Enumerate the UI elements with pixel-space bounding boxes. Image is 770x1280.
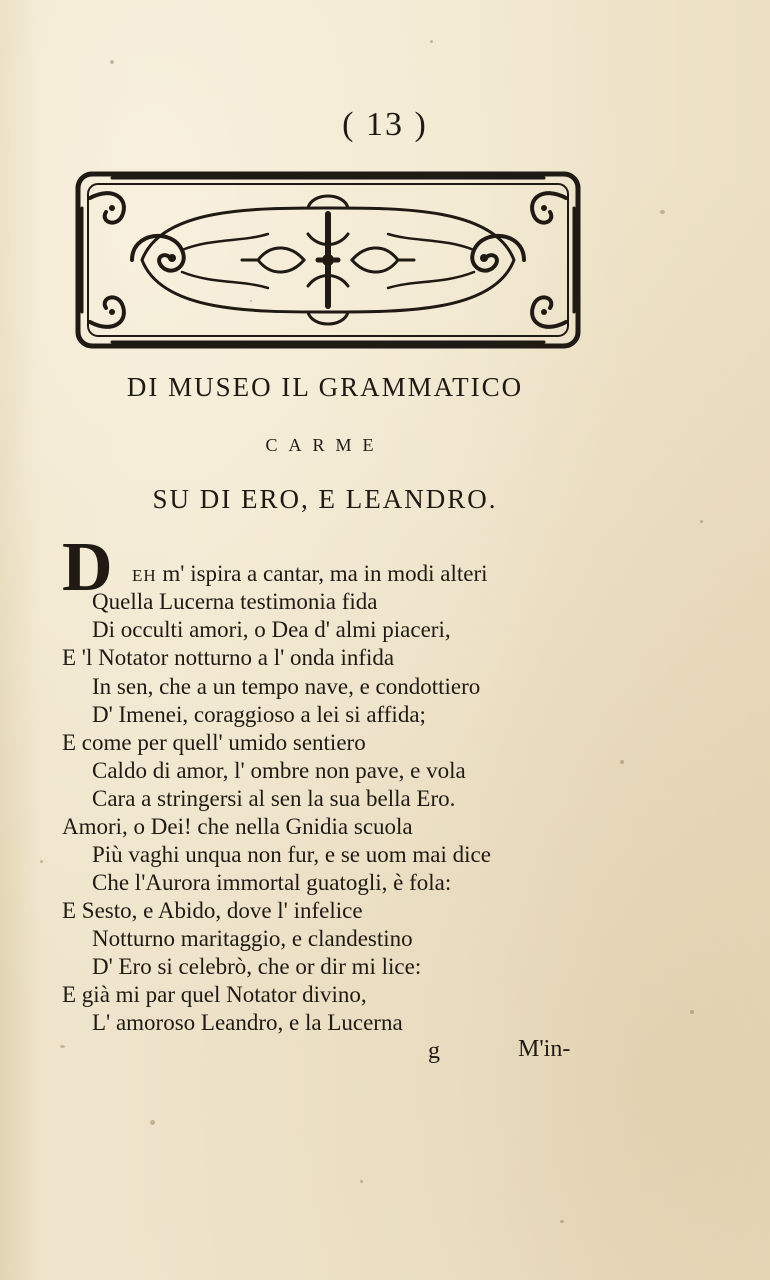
- poem-line: E come per quell' umido sentiero: [62, 730, 366, 755]
- page-number: ( 13 ): [342, 106, 428, 143]
- poem-author-title: DI MUSEO IL GRAMMATICO: [126, 372, 524, 402]
- poem-line: D' Imenei, coraggioso a lei si affida;: [92, 702, 426, 727]
- foxing-speck: [700, 520, 703, 523]
- poem-line: E 'l Notator notturno a l' onda infida: [62, 645, 395, 670]
- foxing-speck: [620, 760, 624, 764]
- poem-line: Caldo di amor, l' ombre non pave, e vola: [92, 758, 466, 783]
- poem-subject-title: SU DI ERO, E LEANDRO.: [152, 484, 498, 514]
- poem-line-text: m' ispira a cantar, ma in modi alteri: [156, 561, 488, 586]
- foxing-speck: [110, 60, 114, 64]
- foxing-speck: [560, 1220, 564, 1223]
- poem-line: L' amoroso Leandro, e la Lucerna: [92, 1010, 403, 1035]
- poem-line: Che l'Aurora immortal guatogli, è fola:: [92, 870, 452, 895]
- poem-genre-label: CARME: [265, 435, 385, 455]
- foxing-speck: [150, 1120, 155, 1125]
- first-word-smallcaps: EH: [132, 566, 157, 585]
- foxing-speck: [690, 1010, 694, 1014]
- baroque-scroll-headpiece-icon: [72, 168, 584, 352]
- poem-line: Cara a stringersi al sen la sua bella Ero.: [92, 786, 456, 811]
- poem-line: Amori, o Dei! che nella Gnidia scuola: [62, 814, 413, 839]
- poem-line: E già mi par quel Notator divino,: [62, 982, 367, 1007]
- foxing-speck: [660, 210, 665, 214]
- poem-line: Più vaghi unqua non fur, e se uom mai dice: [92, 842, 491, 867]
- foxing-speck: [60, 1045, 65, 1048]
- foxing-speck: [40, 860, 43, 863]
- poem-line: Di occulti amori, o Dea d' almi piaceri,: [92, 617, 451, 642]
- poem-line: D' Ero si celebrò, che or dir mi lice:: [92, 954, 422, 979]
- poem-line: E Sesto, e Abido, dove l' infelice: [62, 898, 363, 923]
- foxing-speck: [360, 1180, 363, 1183]
- poem-line: [132, 560, 488, 590]
- poem-line: In sen, che a un tempo nave, e condottiero: [92, 674, 481, 699]
- poem-line: Notturno maritaggio, e clandestino: [92, 926, 413, 951]
- drop-cap: D: [62, 529, 113, 606]
- catchword: M'in-: [518, 1036, 571, 1062]
- signature-mark: g: [428, 1038, 440, 1064]
- poem-line: Quella Lucerna testimonia fida: [92, 589, 378, 614]
- foxing-speck: [430, 40, 433, 43]
